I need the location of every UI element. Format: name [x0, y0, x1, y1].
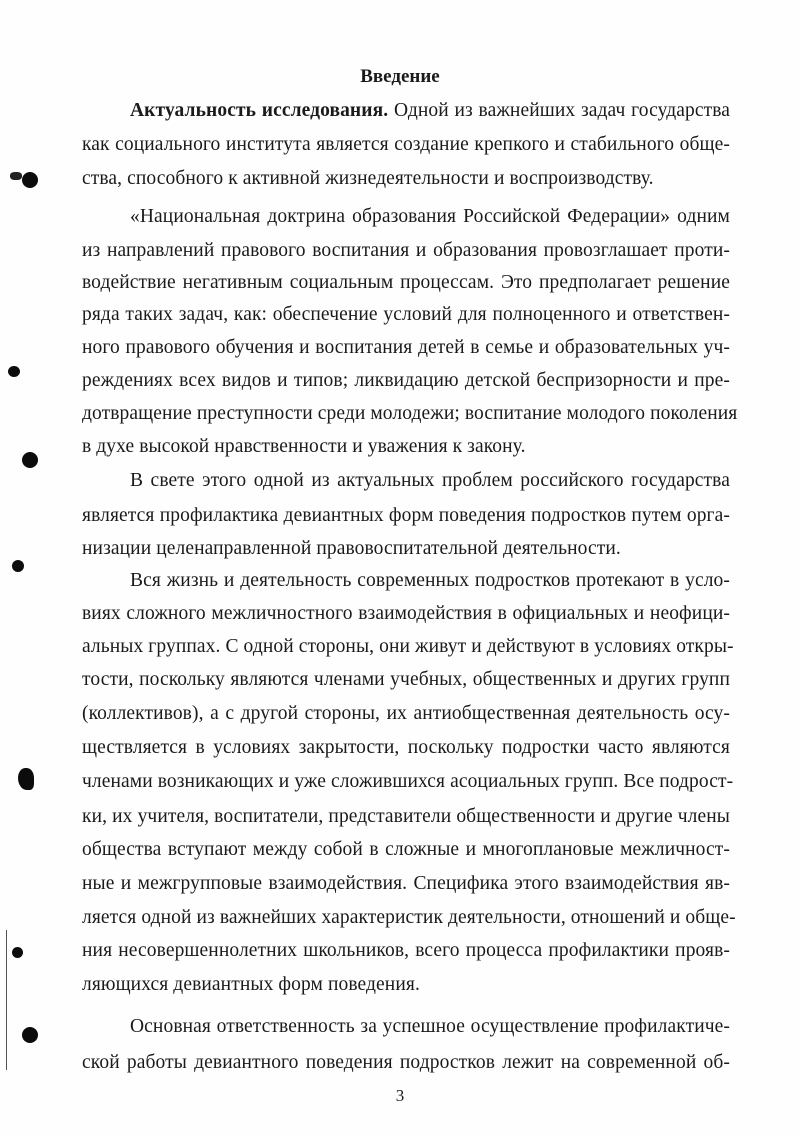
text-line: [130, 100, 730, 122]
text-line: ства, способного к активной жизнедеятельности и воспроизводству.: [82, 168, 654, 189]
text-line: членами возникающих и уже сложившихся асоциальных групп. Все подрост-: [82, 771, 734, 792]
punch-hole: [22, 1027, 38, 1043]
text-line: ляется одной из важнейших характеристик деятельности, отношений и обще-: [82, 907, 736, 928]
text-line: дотвращение преступности среди молодежи; воспитание молодого поколения: [82, 403, 738, 424]
text-line: ряда таких задач, как: обеспечение условий для полноценного и ответствен-: [82, 304, 730, 325]
punch-hole: [12, 560, 24, 572]
text-line: ществляется в условиях закрытости, поскольку подростки часто являются: [82, 737, 730, 758]
text-line: ки, их учителя, воспитатели, представители общественности и другие члены: [82, 806, 730, 827]
punch-hole: [12, 947, 23, 958]
page-number: 3: [395, 1086, 405, 1105]
text-span: Одной из важнейших задач государства: [388, 100, 731, 121]
text-line: из направлений правового воспитания и образования провозглашает проти-: [82, 240, 730, 261]
text-line: виях сложного межличностного взаимодействия в официальных и неофици-: [82, 603, 730, 624]
text-line: Основная ответственность за успешное осуществление профилактиче-: [130, 1016, 730, 1037]
text-line: ные и межгрупповые взаимодействия. Специфика этого взаимодействия яв-: [82, 873, 730, 894]
scan-mark: [10, 172, 22, 180]
text-line: как социального института является создание крепкого и стабильного обще-: [82, 134, 730, 155]
text-line: водействие негативным социальным процессам. Это предполагает решение: [82, 272, 730, 293]
text-line: Вся жизнь и деятельность современных подростков протекают в усло-: [130, 570, 730, 591]
text-line: ния несовершеннолетних школьников, всего процесса профилактики прояв-: [82, 940, 730, 961]
text-line: «Национальная доктрина образования Российской Федерации» одним: [130, 206, 730, 227]
text-line: низации целенаправленной правовоспитательной деятельности.: [82, 538, 621, 559]
text-line: (коллективов), а с другой стороны, их антиобщественная деятельность осу-: [82, 703, 730, 724]
text-line: общества вступают между собой в сложные и многоплановые межличност-: [82, 839, 730, 860]
text-line: ного правового обучения и воспитания детей в семье и образовательных уч-: [82, 337, 730, 358]
punch-hole: [22, 172, 38, 188]
text-line: ляющихся девиантных форм поведения.: [82, 974, 420, 995]
page-title: Введение: [360, 66, 440, 87]
punch-hole: [8, 366, 20, 377]
text-line: альных группах. С одной стороны, они живут и действуют в условиях откры-: [82, 636, 734, 657]
punch-hole: [18, 768, 34, 790]
text-line: является профилактика девиантных форм поведения подростков путем орга-: [82, 505, 730, 526]
text-line: тости, поскольку являются членами учебных, общественных и других групп: [82, 669, 730, 690]
text-line: реждениях всех видов и типов; ликвидацию детской беспризорности и пре-: [82, 370, 730, 391]
punch-hole: [22, 452, 38, 468]
text-line: В свете этого одной из актуальных проблем российского государства: [130, 470, 730, 491]
section-lead: Актуальность исследования.: [130, 100, 389, 121]
text-line: в духе высокой нравственности и уважения к закону.: [82, 436, 526, 457]
text-line: ской работы девиантного поведения подростков лежит на современной об-: [82, 1052, 730, 1073]
scan-edge-line: [6, 930, 7, 1070]
